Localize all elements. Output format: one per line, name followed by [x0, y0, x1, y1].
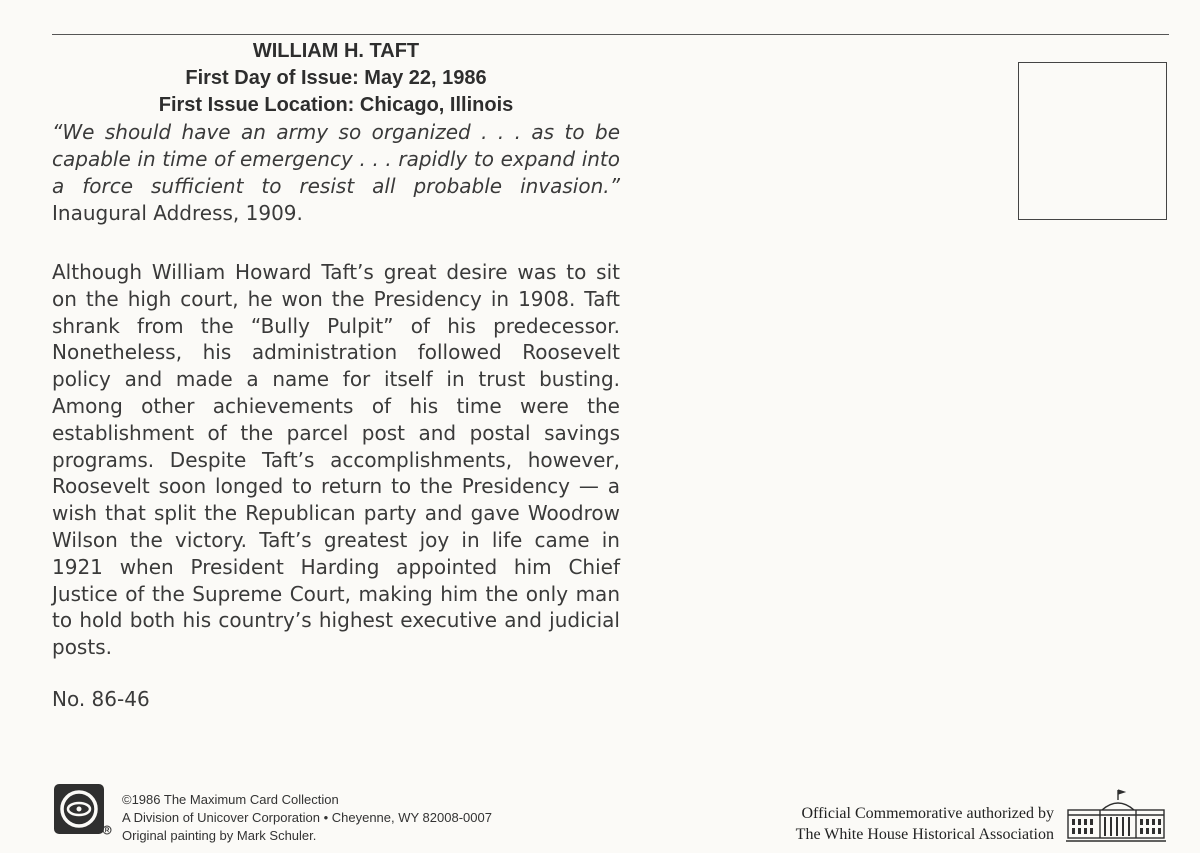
card-number: No. 86-46 [52, 686, 150, 711]
copyright-line: ©1986 The Maximum Card Collection [122, 792, 339, 807]
painting-credit: Original painting by Mark Schuler. [122, 828, 317, 843]
stamp-box [1018, 62, 1167, 220]
quote-attribution: Inaugural Address, 1909. [52, 201, 303, 225]
official-commemorative [796, 803, 1054, 845]
publisher-info [122, 791, 492, 845]
card-text-column [52, 38, 620, 713]
first-day-of-issue: First Day of Issue: May 22, 1986 [185, 67, 487, 89]
official-line-2: The White House Historical Association [795, 826, 1054, 843]
white-house-icon [1066, 788, 1166, 844]
division-line: A Division of Unicover Corporation • Cheyenne, WY 82008-0007 [122, 810, 492, 825]
registered-mark-icon [102, 825, 112, 835]
card-title: WILLIAM H. TAFT [252, 40, 420, 62]
unicover-horn-logo-icon [54, 784, 104, 834]
quote-block [52, 119, 620, 227]
top-divider [52, 34, 1169, 35]
quote-text: “We should have an army so organized . . . as to be capable in time of emergency . . . rapidly to expand into a force sufficient to resist all probable invasion.” [52, 120, 620, 198]
official-line-1: Official Commemorative authorized by [801, 805, 1054, 822]
biography-text: Although William Howard Taft’s great desire was to sit on the high court, he won the Presidency in 1908. Taft shrank from the “Bully Pulpit” of his predecessor. Nonetheless, his administration followed Roosevelt policy and made a name for itself in trust busting. Among other achievements of his time were the establishment of the parcel post and postal savings programs. Despite Taft’s accomplishments, however, Roosevelt soon longed to return to the Presidency — a wish that split the Republican party and gave Woodrow Wilson the victory. Taft’s greatest joy in life came in 1921 when President Harding appointed him Chief Justice of the Supreme Court, making him the only man to hold both his country’s highest executive and judicial posts. [52, 260, 620, 660]
first-issue-location: First Issue Location: Chicago, Illinois [158, 94, 514, 116]
